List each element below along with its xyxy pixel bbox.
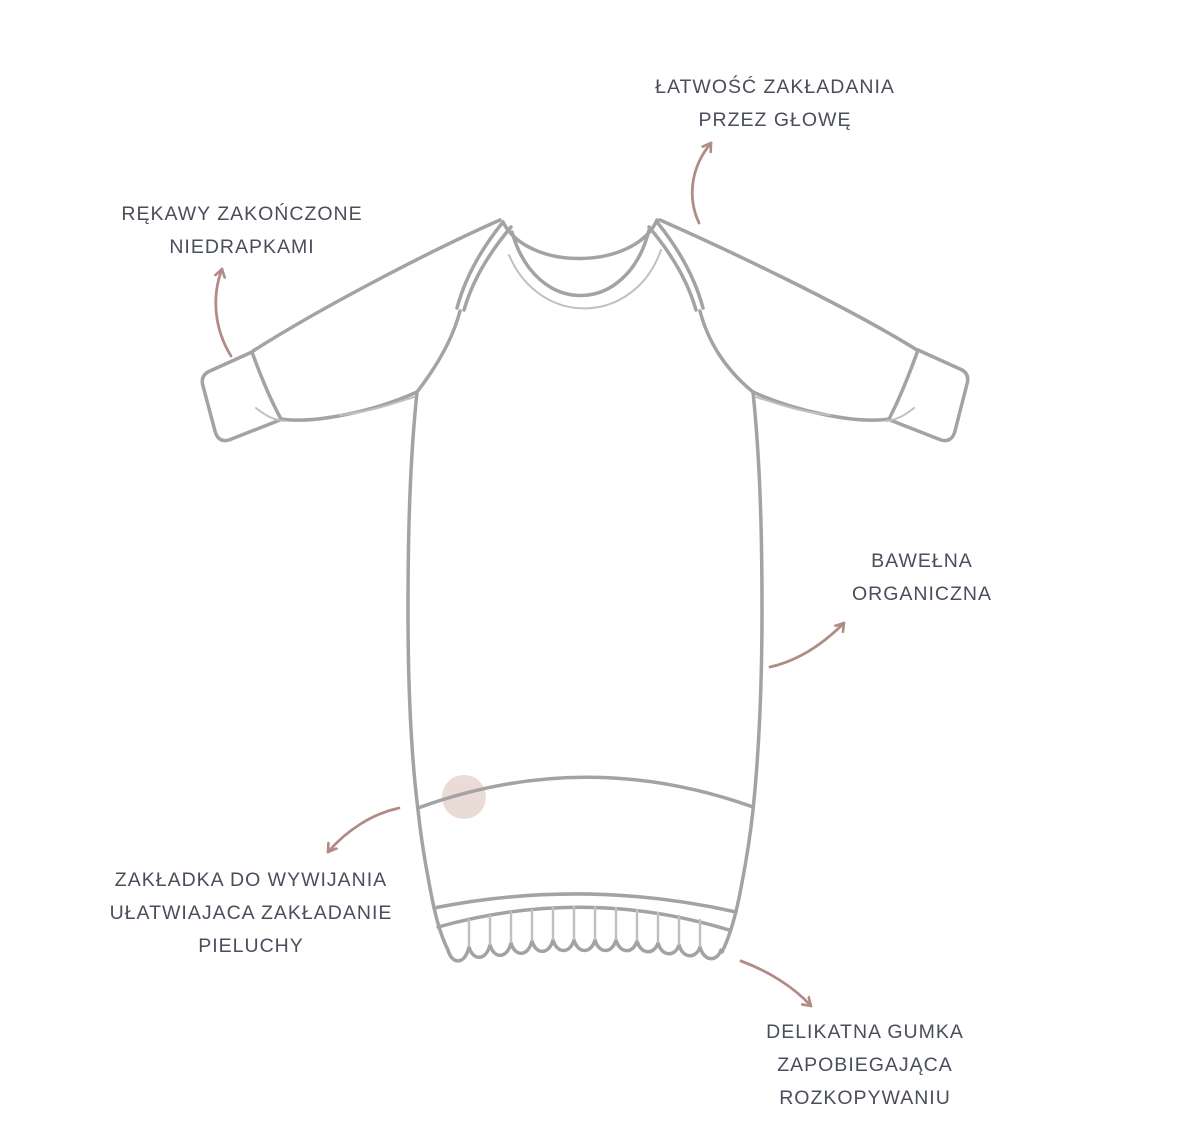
label-ease-over-head-line2: PRZEZ GŁOWĘ — [698, 109, 852, 131]
hem-band-lower-line — [438, 907, 729, 930]
body-right-edge — [722, 392, 762, 952]
label-diaper-fold-line3: PIELUCHY — [198, 935, 304, 957]
label-organic-cotton-line2: ORGANICZNA — [851, 583, 992, 605]
left-sleeve-underside — [281, 392, 417, 420]
arrow-to-gentle-elastic-label — [741, 961, 811, 1006]
neckline-inner — [512, 230, 649, 296]
label-sleeve-mittens-line1: RĘKAWY ZAKOŃCZONE — [121, 203, 363, 225]
arrow-to-ease-over-head-label — [692, 143, 711, 223]
label-sleeve-mittens — [52, 198, 432, 264]
hem-band-upper-line — [434, 894, 736, 912]
label-gentle-elastic-line2: ZAPOBIEGAJĄCA — [777, 1054, 953, 1076]
label-diaper-fold — [51, 864, 451, 963]
right-sleeve-top-edge — [660, 220, 917, 350]
label-organic-cotton-line1: BAWEŁNA — [871, 550, 973, 572]
arrow-to-sleeve-mittens-label — [216, 269, 231, 356]
label-diaper-fold-line1: ZAKŁADKA DO WYWIJANIA — [114, 869, 388, 891]
label-gentle-elastic — [705, 1016, 1025, 1115]
left-armhole-seam — [417, 311, 460, 392]
label-gentle-elastic-line3: ROZKOPYWANIU — [779, 1087, 951, 1109]
right-sleeve-underside — [753, 392, 889, 420]
label-ease-over-head — [555, 71, 995, 137]
label-diaper-fold-line2: UŁATWIAJACA ZAKŁADANIE — [109, 902, 393, 924]
neckline-outer — [503, 220, 657, 259]
arrow-to-diaper-fold-label — [328, 808, 399, 852]
label-gentle-elastic-line1: DELIKATNA GUMKA — [766, 1021, 964, 1043]
right-armhole-seam — [700, 311, 753, 392]
label-sleeve-mittens-line2: NIEDRAPKAMI — [169, 236, 315, 258]
label-ease-over-head-line1: ŁATWOŚĆ ZAKŁADANIA — [655, 76, 895, 98]
arrow-to-organic-cotton-label — [770, 623, 844, 667]
label-organic-cotton — [772, 545, 1072, 611]
